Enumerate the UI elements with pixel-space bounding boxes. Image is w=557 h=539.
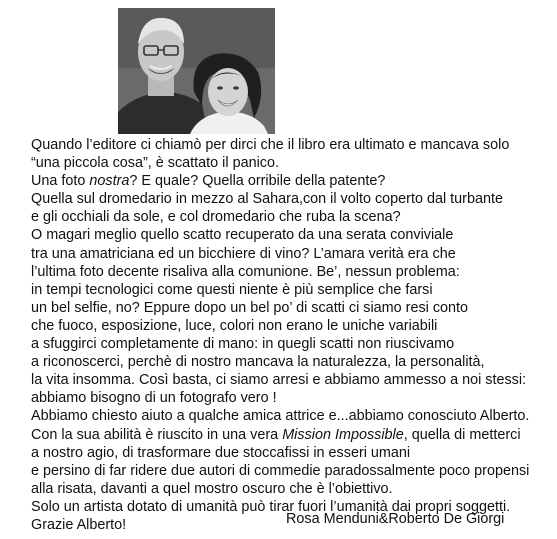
letter-line: a nostro agio, di trasformare due stoccafissi in esseri umani [31,444,411,461]
letter-line: e persino di far ridere due autori di commedie paradossalmente poco propensi [31,462,530,479]
letter-line: a sfuggirci completamente di mano: in quegli scatti non riuscivamo [31,336,455,353]
letter-line: Grazie Alberto! [31,516,127,533]
letter-line: un bel selfie, no? Eppure dopo un bel po’ di scatti ci siamo resi conto [31,299,469,316]
emphasis: nostra [89,173,130,190]
letter-line: Quando l’editore ci chiamò per dirci che il libro era ultimato e mancava solo [31,137,510,153]
letter-line: Solo un artista dotato di umanità può tirar fuori l’umanità dai propri soggetti. [31,498,511,515]
authors-letter [31,136,551,534]
letter-line: alla risata, davanti a quel mostro oscuro che è l’obiettivo. [31,480,393,497]
letter-line: O magari meglio quello scatto recuperato da una serata conviviale [31,227,454,244]
letter-line: che fuoco, esposizione, luce, colori non erano le uniche variabili [31,317,438,334]
letter-line: abbiamo bisogno di un fotografo vero ! [31,390,277,407]
letter-line: a riconoscerci, perchè di nostro mancava la naturalezza, la personalità, [31,354,485,371]
emphasis: Mission Impossible [282,426,404,443]
letter-line: Abbiamo chiesto aiuto a qualche amica attrice e...abbiamo conosciuto Alberto. [31,408,530,425]
authors-photo [118,8,275,134]
letter-line: tra una amatriciana ed un bicchiere di vino? L’amara verità era che [31,245,456,262]
letter-line: Una foto nostra? E quale? Quella orribile della patente? [31,173,386,190]
letter-line: “una piccola cosa”, è scattato il panico. [31,155,279,172]
letter-line: l’ultima foto decente risaliva alla comunione. Be’, nessun problema: [31,263,460,280]
letter-line: la vita insomma. Così basta, ci siamo arresi e abbiamo ammesso a noi stessi: [31,372,527,389]
letter-line: Con la sua abilità è riuscito in una vera Mission Impossible, quella di metterci [31,426,521,443]
letter-line: in tempi tecnologici come questi niente è più semplice che farsi [31,281,433,298]
letter-line: Quella sul dromedario in mezzo al Sahara,con il volto coperto dal turbante [31,191,503,208]
letter-line: e gli occhiali da sole, e col dromedario che ruba la scena? [31,209,401,226]
signature: Rosa Menduni&Roberto De Giorgi [286,511,505,527]
